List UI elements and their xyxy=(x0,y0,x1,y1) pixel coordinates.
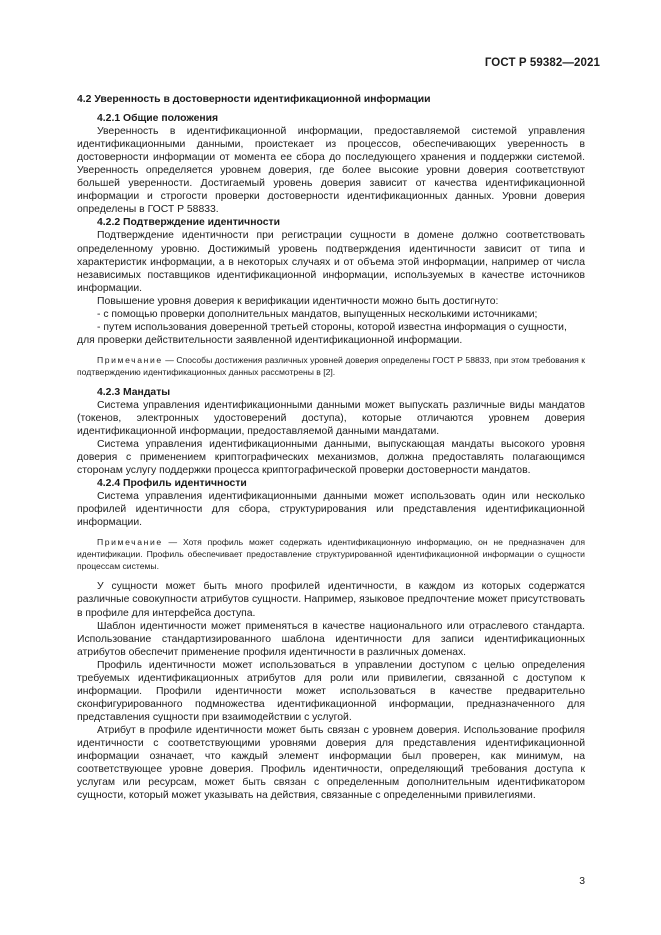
list-item: - путем использования доверенной третьей стороны, которой известна информация о сущности, xyxy=(97,321,567,333)
standard-id: ГОСТ Р 59382—2021 xyxy=(484,57,600,69)
subsection-title-general: 4.2.1 Общие положения xyxy=(97,113,219,125)
paragraph: Шаблон идентичности может применяться в качестве национального или отраслевого стандарта. Использование стандартизированного шаблона идентичности для записи идентификационных атрибутов обеспечит применение профиля идентичности в различных доменах. xyxy=(77,620,585,658)
page-number: 3 xyxy=(579,876,585,887)
note-label: Примечание xyxy=(97,537,163,548)
paragraph: Атрибут в профиле идентичности может быть связан с уровнем доверия. Использование профиля идентичности с соответствующими уровнями доверия для представления идентификационной информации означает, что каждый элемент информации был проверен, как минимум, на соответствующее уровне доверия. Профиль идентичности, определяющий требования доступа к услугам или ресурсам, может быть связан с определенным дополнительным идентификатором сущности, который может указывать на действия, связанные с определенными привилегиями. xyxy=(77,724,585,802)
note xyxy=(77,354,585,378)
note-label: Примечание xyxy=(97,354,163,365)
subsection-title-identity-proofing: 4.2.2 Подтверждение идентичности xyxy=(97,217,280,229)
paragraph: Система управления идентификационными данными, выпускающая мандаты высокого уровня доверия с применением криптографических механизмов, должна предоставлять полагающимся сторонам услугу поддержки процесса криптографической проверки достоверности мандатов. xyxy=(77,439,585,477)
list-item-continuation: для проверки действительности заявленной идентификационной информации. xyxy=(77,334,463,346)
note-text: — Способы достижения различных уровней доверия определены ГОСТ Р 58833, при этом требования к подтверждению идентификационных данных рассмотрены в [2]. xyxy=(77,354,585,377)
document-body xyxy=(77,93,585,802)
section-title: 4.2 Уверенность в достоверности идентификационной информации xyxy=(77,94,431,105)
list-item: - с помощью проверки дополнительных мандатов, выпущенных несколькими источниками; xyxy=(97,308,538,320)
subsection-title-credentials: 4.2.3 Мандаты xyxy=(97,386,171,398)
paragraph: Уверенность в идентификационной информации, предоставляемой системой управления идентификационными данными, проистекает из процессов, обеспечивающих уверенность в достоверности информации от момента ее сбора до последующего хранения и поддержки системой. Уверенность определяется уровнем доверия, где более высокие уровни доверия соответствуют большей уверенности. Достигаемый уровень доверия зависит от качества идентификационной информации и строгости проверки достоверности идентификационных данных. Уровни доверия определены в ГОСТ Р 58833. xyxy=(77,126,585,216)
paragraph: Система управления идентификационными данными может использовать один или несколько профилей идентичности для сбора, структурирования или представления идентификационной информации. xyxy=(77,491,585,529)
note-text: — Хотя профиль может содержать идентификационную информацию, он не предназначен для идентификации. Профиль обеспечивает предоставление структурированной идентификационной информации о сущности процессам системы. xyxy=(77,537,585,572)
note xyxy=(77,536,585,572)
paragraph: У сущности может быть много профилей идентичности, в каждом из которых содержатся различные совокупности атрибутов сущности. Например, языковое предпочтение может присутствовать в профиле для интерфейса доступа. xyxy=(77,581,585,619)
paragraph: Подтверждение идентичности при регистрации сущности в домене должно соответствовать определенному уровню. Достижимый уровень подтверждения идентичности зависит от типа и характеристик информации, а в некоторых случаях и от объема этой информации, например от числа независимых поставщиков идентификационной информации, используемых в качестве источников информации. xyxy=(77,230,585,294)
subsection-title-identity-profile: 4.2.4 Профиль идентичности xyxy=(97,478,247,490)
paragraph: Повышение уровня доверия к верификации идентичности можно быть достигнуто: xyxy=(97,295,499,307)
paragraph: Профиль идентичности может использоваться в управлении доступом с целью определения требуемых идентификационных атрибутов для роли или привилегии, связанной с доступом к информации. Профили идентичности может использоваться в качестве предварительно сконфигурированного подмножества идентификационной информации, предназначенного для представления сущности при взаимодействии с услугой. xyxy=(77,659,585,723)
paragraph: Система управления идентификационными данными может выпускать различные виды мандатов (токенов, электронных удостоверений доступа), которые отличаются уровнем доверия идентификационной информации, предоставляемой данными мандатами. xyxy=(77,399,585,438)
